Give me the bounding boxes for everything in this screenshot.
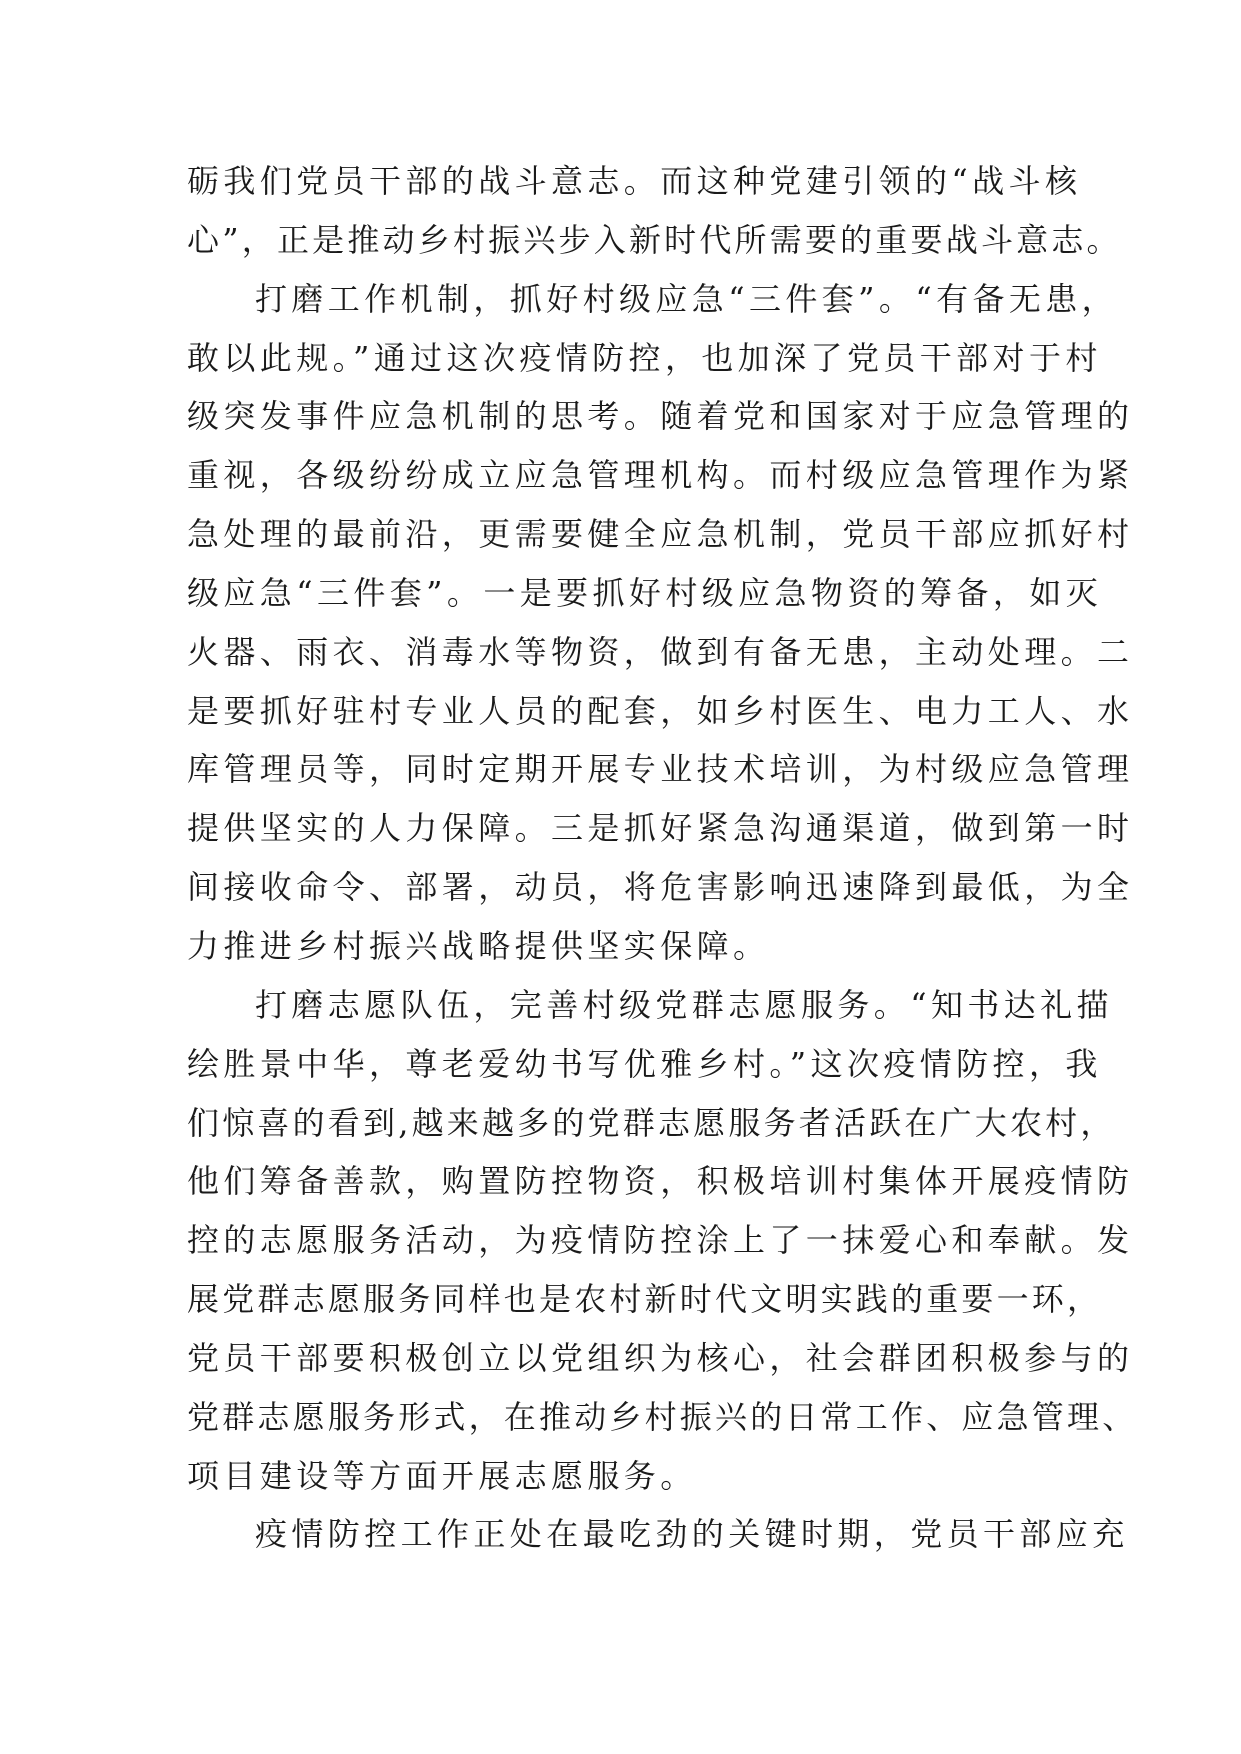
text-line: 项目建设等方面开展志愿服务。 bbox=[187, 1456, 697, 1495]
text-line: 党员干部要积极创立以党组织为核心，社会群团积极参与的 bbox=[187, 1338, 1134, 1377]
text-line: 们惊喜的看到,越来越多的党群志愿服务者活跃在广大农村， bbox=[187, 1103, 1116, 1142]
body-text bbox=[187, 152, 1138, 1564]
text-line: 力推进乡村振兴战略提供坚实保障。 bbox=[187, 926, 770, 965]
paragraph-first-line: 打磨志愿队伍，完善村级党群志愿服务。“知书达礼描 bbox=[255, 985, 1113, 1024]
paragraph-first-line: 打磨工作机制，抓好村级应急“三件套”。“有备无患， bbox=[255, 279, 1119, 318]
text-line: 他们筹备善款，购置防控物资，积极培训村集体开展疫情防 bbox=[187, 1162, 1134, 1201]
text-line: 库管理员等，同时定期开展专业技术培训，为村级应急管理 bbox=[187, 750, 1134, 789]
text-line: 控的志愿服务活动，为疫情防控涂上了一抹爱心和奉献。发 bbox=[187, 1221, 1134, 1260]
text-line: 心”，正是推动乡村振兴步入新时代所需要的重要战斗意志。 bbox=[187, 220, 1122, 259]
paragraph-first-line: 疫情防控工作正处在最吃劲的关键时期，党员干部应充 bbox=[255, 1515, 1129, 1554]
text-line: 重视，各级纷纷成立应急管理机构。而村级应急管理作为紧 bbox=[187, 456, 1134, 495]
text-line: 火器、雨衣、消毒水等物资，做到有备无患，主动处理。二 bbox=[187, 632, 1134, 671]
text-line: 急处理的最前沿，更需要健全应急机制，党员干部应抓好村 bbox=[187, 515, 1134, 554]
text-line: 提供坚实的人力保障。三是抓好紧急沟通渠道，做到第一时 bbox=[187, 809, 1134, 848]
text-line: 级应急“三件套”。一是要抓好村级应急物资的筹备，如灭 bbox=[187, 573, 1103, 612]
text-line: 间接收命令、部署，动员，将危害影响迅速降到最低，为全 bbox=[187, 868, 1134, 907]
text-line: 展党群志愿服务同样也是农村新时代文明实践的重要一环， bbox=[187, 1280, 1103, 1319]
text-line: 绘胜景中华，尊老爱幼书写优雅乡村。”这次疫情防控，我 bbox=[187, 1044, 1102, 1083]
text-line: 党群志愿服务形式，在推动乡村振兴的日常工作、应急管理、 bbox=[187, 1397, 1138, 1436]
text-line: 敢以此规。”通过这次疫情防控，也加深了党员干部对于村 bbox=[187, 338, 1102, 377]
text-line: 是要抓好驻村专业人员的配套，如乡村医生、电力工人、水 bbox=[187, 691, 1134, 730]
text-line: 级突发事件应急机制的思考。随着党和国家对于应急管理的 bbox=[187, 397, 1134, 436]
text-line: 砺我们党员干部的战斗意志。而这种党建引领的“战斗核 bbox=[187, 162, 1082, 200]
